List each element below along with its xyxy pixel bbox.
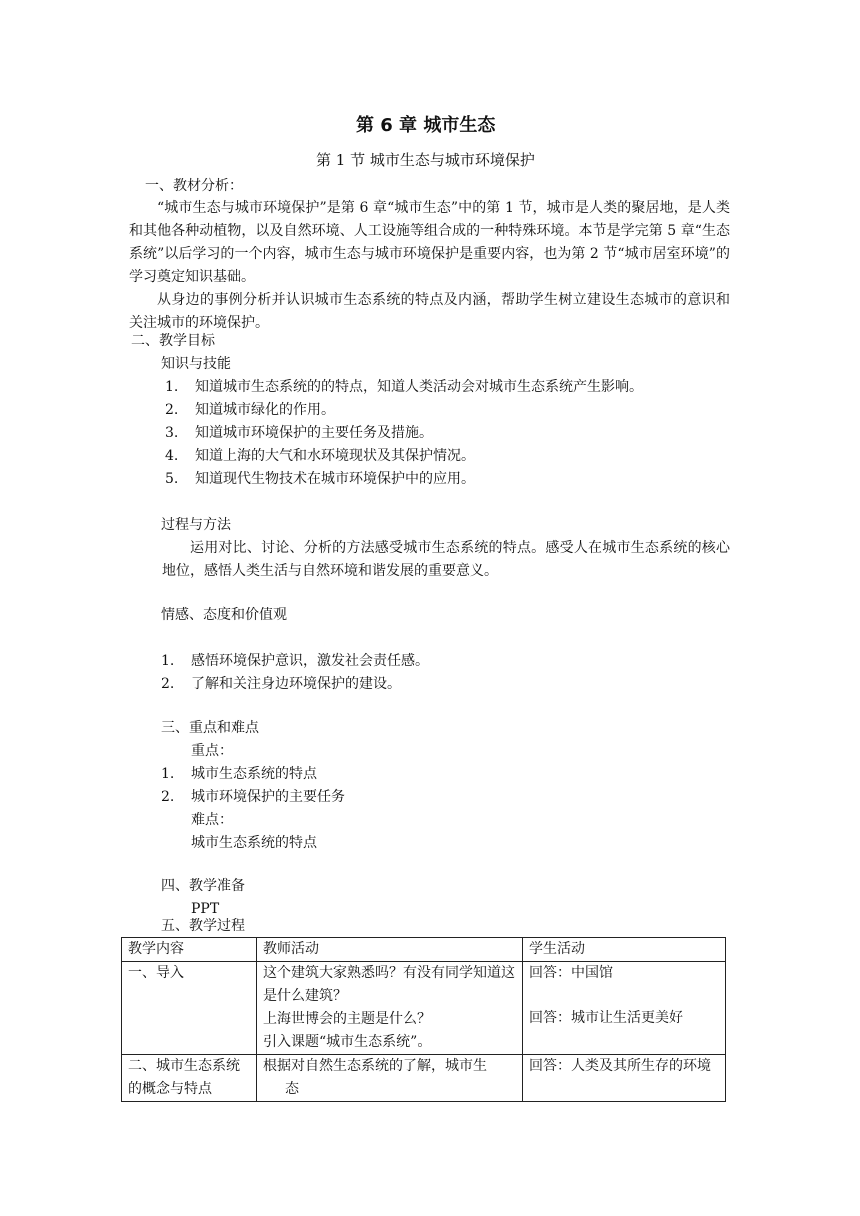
spacer <box>529 985 719 1007</box>
teacher-activity-line: 上海世博会的主题是什么？ <box>263 1011 431 1027</box>
knowledge-item-text: 知道城市环境保护的主要任务及措施。 <box>195 425 433 441</box>
row-student-cell <box>523 1055 726 1102</box>
knowledge-item-number: 4. <box>165 448 179 464</box>
analysis-paragraph-2: 从身边的事例分析并认识城市生态系统的特点及内涵，帮助学生树立建设生态城市的意识和关注城市的环境保护。 <box>129 292 730 331</box>
key-point-number: 2. <box>161 789 175 805</box>
heading-teaching-prep: 四、教学准备 <box>161 878 245 894</box>
key-point-text: 城市生态系统的特点 <box>191 766 317 782</box>
teaching-process-table <box>121 937 726 1102</box>
knowledge-item-number: 5. <box>165 471 179 487</box>
knowledge-item-text: 知道现代生物技术在城市环境保护中的应用。 <box>195 471 475 487</box>
difficult-point-text: 城市生态系统的特点 <box>191 835 317 851</box>
teaching-prep-text: PPT <box>191 901 220 917</box>
attitude-item-number: 2. <box>161 676 175 692</box>
heading-teaching-goals: 二、教学目标 <box>131 333 215 349</box>
knowledge-item-number: 3. <box>165 425 179 441</box>
key-point-number: 1. <box>161 766 175 782</box>
column-header-teacher: 教师活动 <box>257 938 523 962</box>
table-row <box>122 962 726 1055</box>
table-row <box>122 1055 726 1102</box>
teacher-activity-line: 这个建筑大家熟悉吗？有没有同学知道这是什么建筑？ <box>263 965 515 1004</box>
section-subtitle: 第 1 节 城市生态与城市环境保护 <box>316 151 535 169</box>
chapter-title: 第 6 章 城市生态 <box>356 115 496 136</box>
row-student-cell <box>523 962 726 1055</box>
row-content-cell: 一、导入 <box>122 962 257 1055</box>
knowledge-item-text: 知道城市生态系统的的特点，知道人类活动会对城市生态系统产生影响。 <box>195 379 643 395</box>
heading-textbook-analysis: 一、教材分析： <box>145 178 243 194</box>
subheading-knowledge-skills: 知识与技能 <box>161 356 231 372</box>
column-header-student: 学生活动 <box>523 938 726 962</box>
attitude-item-number: 1. <box>161 653 175 669</box>
key-points-label: 重点： <box>191 743 233 759</box>
student-activity-line: 回答：人类及其所生存的环境 <box>529 1058 711 1074</box>
row-content-cell: 二、城市生态系统的概念与特点 <box>122 1055 257 1102</box>
knowledge-item-text: 知道上海的大气和水环境现状及其保护情况。 <box>195 448 475 464</box>
heading-teaching-process: 五、教学过程 <box>161 918 245 934</box>
student-activity-line: 回答：中国馆 <box>529 965 613 981</box>
subheading-process-methods: 过程与方法 <box>161 517 231 533</box>
student-activity-line: 回答：城市让生活更美好 <box>529 1010 683 1026</box>
knowledge-item-number: 2. <box>165 402 179 418</box>
attitude-item-text: 了解和关注身边环境保护的建设。 <box>191 676 401 692</box>
analysis-paragraph-1: “城市生态与城市环境保护”是第 6 章“城市生态”中的第 1 节，城市是人类的聚居地，是人类和其他各种动植物，以及自然环境、人工设施等组合成的一种特殊环境。本节是学完第 5 章“生态系统”以后学习的一个内容，城市生态与城市环境保护是重要内容，也为第 2 节“城市居室环境”的学习奠定知识基础。 <box>129 200 730 285</box>
teacher-activity-line: 引入课题“城市生态系统”。 <box>263 1034 432 1050</box>
difficult-points-label: 难点： <box>191 812 233 828</box>
knowledge-item-number: 1. <box>165 379 179 395</box>
row-teacher-cell <box>257 962 523 1055</box>
key-point-text: 城市环境保护的主要任务 <box>191 789 345 805</box>
teacher-activity-line: 态 <box>285 1081 299 1097</box>
attitude-item-text: 感悟环境保护意识，激发社会责任感。 <box>191 653 429 669</box>
heading-key-difficult: 三、重点和难点 <box>161 720 259 736</box>
column-header-content: 教学内容 <box>122 938 257 962</box>
subheading-attitudes-values: 情感、态度和价值观 <box>161 607 287 623</box>
process-methods-text: 运用对比、讨论、分析的方法感受城市生态系统的特点。感受人在城市生态系统的核心地位，感悟人类生活与自然环境和谐发展的重要意义。 <box>162 540 730 579</box>
knowledge-item-text: 知道城市绿化的作用。 <box>195 402 335 418</box>
teacher-activity-line: 根据对自然生态系统的了解，城市生 <box>263 1058 487 1074</box>
table-header-row <box>122 938 726 962</box>
row-teacher-cell <box>257 1055 523 1102</box>
